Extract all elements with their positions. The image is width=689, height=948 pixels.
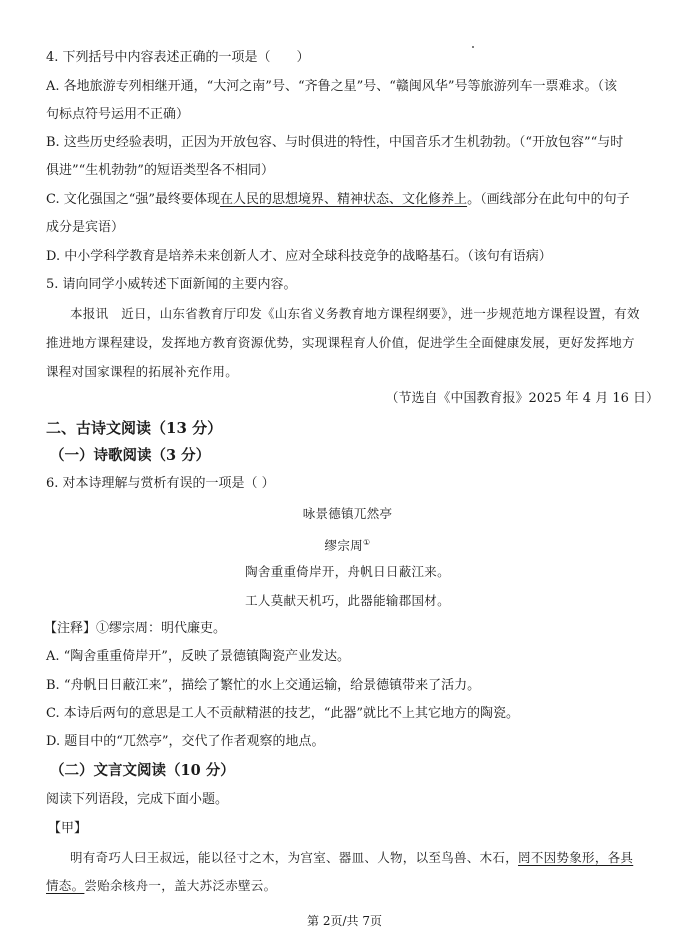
q4-option-b-line1: B. 这些历史经验表明，正因为开放包容、与时俱进的特性，中国音乐才生机勃勃。（“开放包容”“与时	[46, 135, 624, 150]
poem-title: 咏景德镇兀然亭	[302, 506, 393, 521]
q5-news-line3: 课程对国家课程的拓展补充作用。	[46, 364, 239, 379]
sub1-title: （一）诗歌阅读（3 分）	[50, 447, 211, 464]
q4-c-pre: C. 文化强国之“强”最终要体现	[46, 192, 221, 207]
stray-mark	[472, 46, 474, 48]
q4-option-c-line1	[46, 191, 649, 209]
poem-note: 【注释】①缪宗周：明代廉吏。	[44, 621, 227, 636]
reading-intro: 阅读下列语段，完成下面小题。	[46, 792, 229, 807]
q4-option-a-line1: A. 各地旅游专列相继开通，“大河之南”号、“齐鲁之星”号、“赣闽风华”号等旅游列车一票难求。（该	[46, 79, 618, 94]
poem-author-name: 缪宗周	[324, 538, 363, 554]
sub2-title: （二）文言文阅读（10 分）	[50, 762, 235, 779]
q4-c-underlined: 在人民的思想境界、精神状态、文化修养上	[220, 192, 468, 207]
passage-line1-underlined: 罔不因势象形，各具	[518, 850, 634, 865]
q6-option-c: C. 本诗后两句的意思是工人不贡献精湛的技艺，“此器”就比不上其它地方的陶瓷。	[46, 706, 520, 721]
passage-line1-text: 明有奇巧人曰王叔远，能以径寸之木，为宫室、器皿、人物，以至鸟兽、木石，	[70, 850, 519, 865]
passage-line2	[46, 877, 649, 895]
poem-note-mark: ①	[362, 538, 371, 547]
poem-author	[46, 534, 649, 555]
q4-stem: 4. 下列括号中内容表述正确的一项是（ ）	[46, 50, 310, 65]
q5-source: （节选自《中国教育报》2025 年 4 月 16 日）	[385, 391, 659, 406]
q6-option-d: D. 题目中的“兀然亭”，交代了作者观察的地点。	[46, 734, 325, 749]
page-footer: 第 2页/共 7页	[307, 914, 382, 928]
section2-title: 二、古诗文阅读（13 分）	[46, 419, 223, 437]
q5-stem: 5. 请向同学小威转述下面新闻的主要内容。	[46, 277, 297, 292]
q6-option-b: B. “舟帆日日蔽江来”，描绘了繁忙的水上交通运输，给景德镇带来了活力。	[46, 678, 481, 693]
poem-line1: 陶舍重重倚岸开，舟帆日日蔽江来。	[245, 564, 450, 579]
passage-line2-underlined: 情态。	[46, 878, 85, 893]
q4-option-b-line2: 俱进”“生机勃勃”的短语类型各不相同）	[46, 163, 274, 178]
q4-option-c-line2: 成分是宾语）	[46, 220, 125, 235]
q4-option-d: D. 中小学科学教育是培养未来创新人才、应对全球科技竞争的战略基石。（该句有语病）	[46, 249, 552, 264]
q6-stem: 6. 对本诗理解与赏析有误的一项是（ ）	[46, 476, 275, 491]
passage-line1	[70, 849, 649, 867]
q4-c-post: 。（画线部分在此句中的句子	[467, 192, 630, 207]
q6-option-a: A. “陶舍重重倚岸开”，反映了景德镇陶瓷产业发达。	[46, 649, 350, 664]
q4-option-a-line2: 句标点符号运用不正确）	[46, 107, 190, 122]
q5-news-line2: 推进地方课程建设，发挥地方教育资源优势，实现课程育人价值，促进学生全面健康发展，更好发挥地方	[46, 335, 635, 350]
q5-news-line1: 本报讯 近日，山东省教育厅印发《山东省义务教育地方课程纲要》，进一步规范地方课程设置，有效	[70, 306, 640, 321]
passage-jia-label: 【甲】	[48, 821, 88, 836]
passage-line2-text: 尝贻余核舟一，盖大苏泛赤壁云。	[84, 878, 277, 893]
poem-line2: 工人莫献天机巧，此器能输郡国材。	[245, 593, 450, 608]
